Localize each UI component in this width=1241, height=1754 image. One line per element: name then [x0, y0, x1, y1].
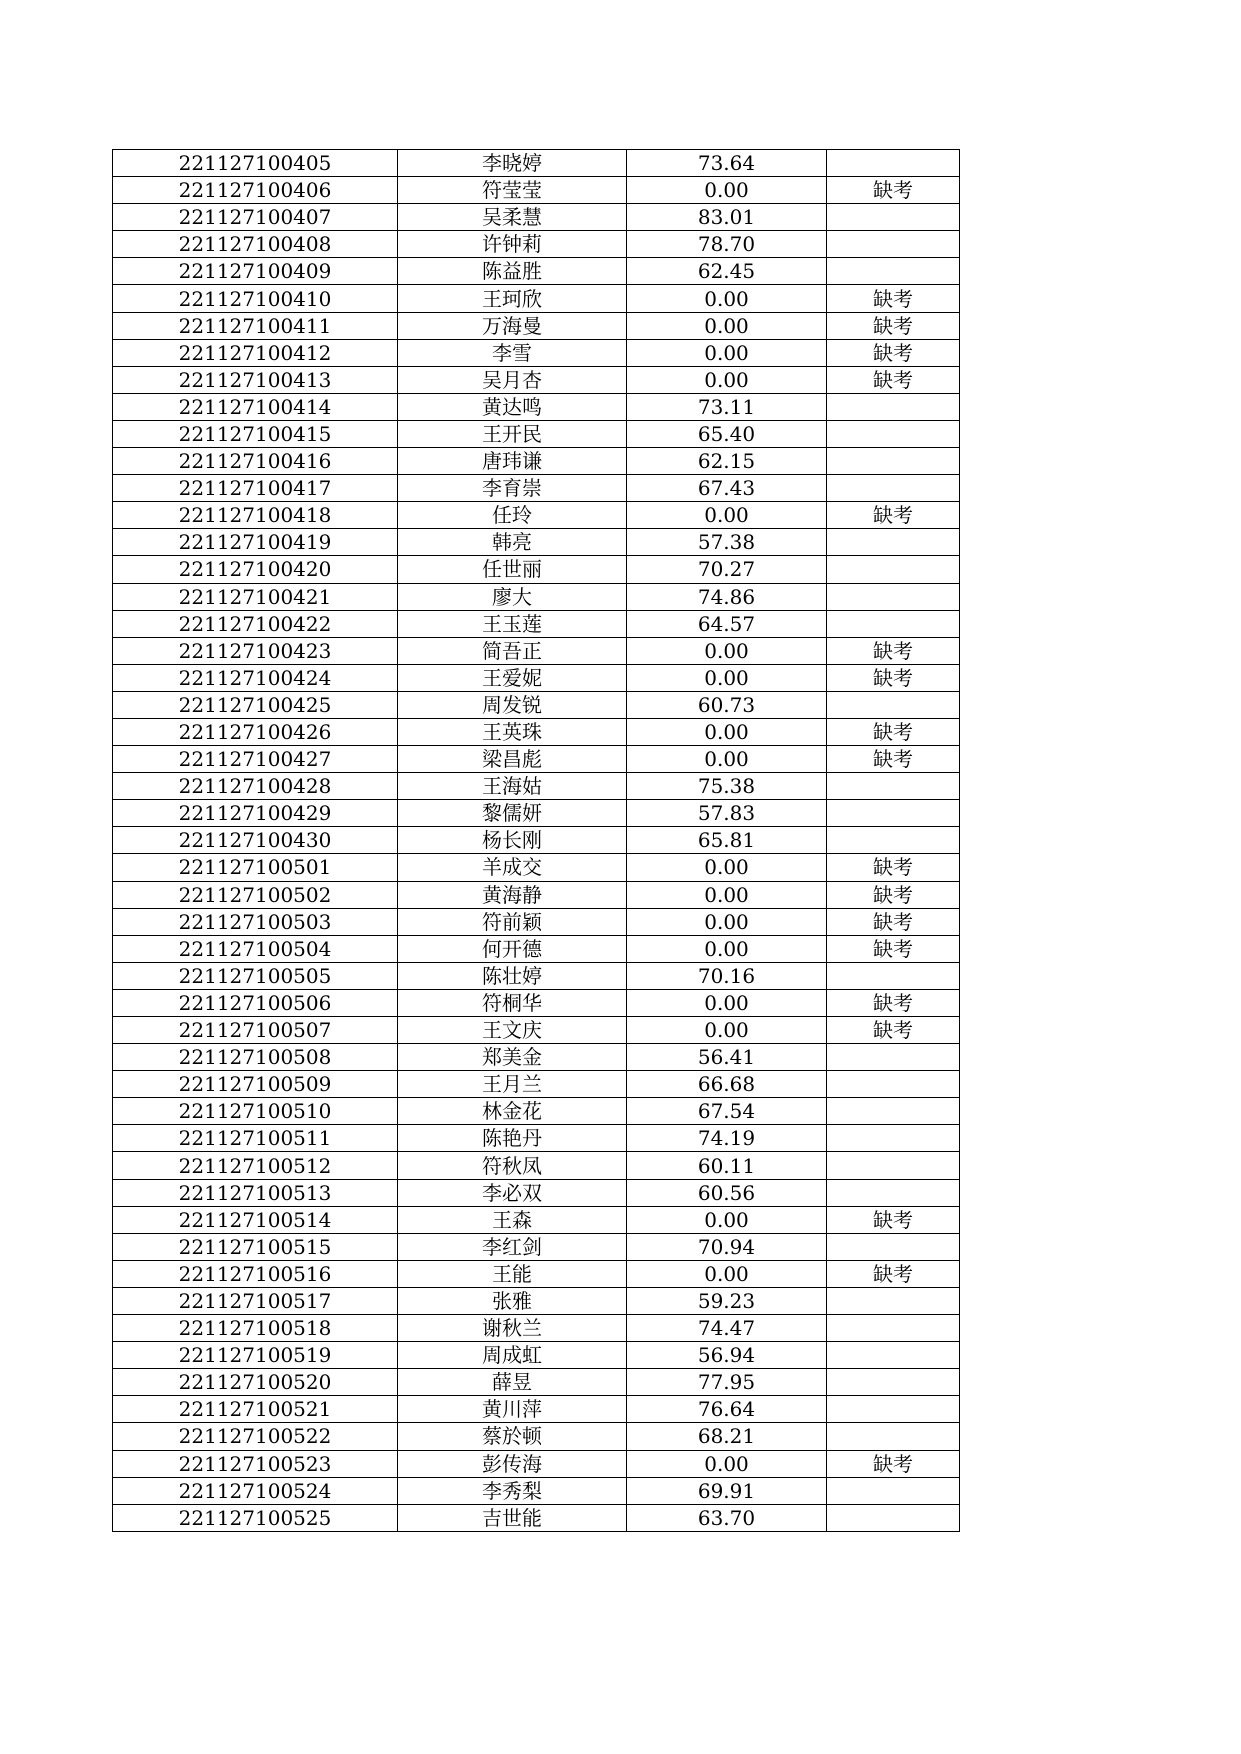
- note-cell: [827, 1423, 960, 1450]
- exam-id-cell: 221127100523: [113, 1450, 398, 1477]
- student-name-cell: 王玉莲: [398, 610, 627, 637]
- table-row: [113, 258, 960, 285]
- student-name-cell: 王珂欣: [398, 285, 627, 312]
- score-cell: 0.00: [627, 502, 827, 529]
- exam-id-cell: 221127100410: [113, 285, 398, 312]
- table-row: [113, 746, 960, 773]
- table-row: [113, 691, 960, 718]
- score-table-body: [113, 150, 960, 1532]
- note-cell: [827, 1369, 960, 1396]
- note-cell: [827, 1152, 960, 1179]
- student-name-cell: 李雪: [398, 339, 627, 366]
- score-cell: 78.70: [627, 231, 827, 258]
- table-row: [113, 393, 960, 420]
- score-cell: 0.00: [627, 718, 827, 745]
- exam-id-cell: 221127100504: [113, 935, 398, 962]
- note-cell: 缺考: [827, 177, 960, 204]
- table-row: [113, 339, 960, 366]
- student-name-cell: 王森: [398, 1206, 627, 1233]
- note-cell: 缺考: [827, 1450, 960, 1477]
- note-cell: [827, 475, 960, 502]
- score-cell: 74.19: [627, 1125, 827, 1152]
- student-name-cell: 李秀梨: [398, 1477, 627, 1504]
- exam-id-cell: 221127100519: [113, 1342, 398, 1369]
- table-row: [113, 664, 960, 691]
- table-row: [113, 1233, 960, 1260]
- score-cell: 67.43: [627, 475, 827, 502]
- note-cell: 缺考: [827, 908, 960, 935]
- note-cell: [827, 1098, 960, 1125]
- note-cell: 缺考: [827, 502, 960, 529]
- table-row: [113, 908, 960, 935]
- note-cell: 缺考: [827, 637, 960, 664]
- student-name-cell: 王爱妮: [398, 664, 627, 691]
- score-cell: 0.00: [627, 1260, 827, 1287]
- exam-id-cell: 221127100408: [113, 231, 398, 258]
- score-cell: 0.00: [627, 881, 827, 908]
- table-row: [113, 800, 960, 827]
- exam-id-cell: 221127100503: [113, 908, 398, 935]
- table-row: [113, 1315, 960, 1342]
- note-cell: [827, 610, 960, 637]
- table-row: [113, 1098, 960, 1125]
- table-row: [113, 881, 960, 908]
- score-cell: 65.40: [627, 420, 827, 447]
- student-name-cell: 羊成交: [398, 854, 627, 881]
- student-name-cell: 郑美金: [398, 1044, 627, 1071]
- student-name-cell: 万海曼: [398, 312, 627, 339]
- exam-id-cell: 221127100505: [113, 962, 398, 989]
- student-name-cell: 陈艳丹: [398, 1125, 627, 1152]
- table-row: [113, 556, 960, 583]
- table-row: [113, 1044, 960, 1071]
- score-cell: 74.86: [627, 583, 827, 610]
- exam-id-cell: 221127100512: [113, 1152, 398, 1179]
- score-table: [112, 149, 960, 1532]
- note-cell: 缺考: [827, 1017, 960, 1044]
- table-row: [113, 854, 960, 881]
- score-cell: 70.16: [627, 962, 827, 989]
- score-cell: 75.38: [627, 773, 827, 800]
- table-row: [113, 502, 960, 529]
- note-cell: 缺考: [827, 1206, 960, 1233]
- note-cell: [827, 556, 960, 583]
- exam-id-cell: 221127100501: [113, 854, 398, 881]
- student-name-cell: 王英珠: [398, 718, 627, 745]
- score-cell: 0.00: [627, 989, 827, 1016]
- exam-id-cell: 221127100423: [113, 637, 398, 664]
- score-cell: 0.00: [627, 1206, 827, 1233]
- note-cell: [827, 204, 960, 231]
- exam-id-cell: 221127100409: [113, 258, 398, 285]
- table-row: [113, 1206, 960, 1233]
- score-cell: 67.54: [627, 1098, 827, 1125]
- student-name-cell: 吴柔慧: [398, 204, 627, 231]
- score-cell: 73.64: [627, 150, 827, 177]
- table-row: [113, 773, 960, 800]
- table-row: [113, 1342, 960, 1369]
- score-cell: 73.11: [627, 393, 827, 420]
- exam-id-cell: 221127100514: [113, 1206, 398, 1233]
- student-name-cell: 任世丽: [398, 556, 627, 583]
- score-cell: 69.91: [627, 1477, 827, 1504]
- exam-id-cell: 221127100419: [113, 529, 398, 556]
- table-row: [113, 827, 960, 854]
- note-cell: 缺考: [827, 366, 960, 393]
- score-cell: 76.64: [627, 1396, 827, 1423]
- note-cell: 缺考: [827, 285, 960, 312]
- score-cell: 0.00: [627, 637, 827, 664]
- exam-id-cell: 221127100417: [113, 475, 398, 502]
- exam-id-cell: 221127100502: [113, 881, 398, 908]
- score-cell: 0.00: [627, 285, 827, 312]
- student-name-cell: 周发锐: [398, 691, 627, 718]
- table-row: [113, 1477, 960, 1504]
- table-row: [113, 285, 960, 312]
- score-cell: 64.57: [627, 610, 827, 637]
- table-row: [113, 366, 960, 393]
- score-cell: 63.70: [627, 1504, 827, 1531]
- note-cell: [827, 1287, 960, 1314]
- student-name-cell: 符秋凤: [398, 1152, 627, 1179]
- exam-id-cell: 221127100413: [113, 366, 398, 393]
- table-row: [113, 935, 960, 962]
- table-row: [113, 1287, 960, 1314]
- exam-id-cell: 221127100420: [113, 556, 398, 583]
- exam-id-cell: 221127100414: [113, 393, 398, 420]
- note-cell: [827, 1233, 960, 1260]
- exam-id-cell: 221127100516: [113, 1260, 398, 1287]
- note-cell: [827, 773, 960, 800]
- exam-id-cell: 221127100415: [113, 420, 398, 447]
- student-name-cell: 黎儒妍: [398, 800, 627, 827]
- student-name-cell: 黄海静: [398, 881, 627, 908]
- note-cell: 缺考: [827, 989, 960, 1016]
- score-cell: 70.94: [627, 1233, 827, 1260]
- note-cell: 缺考: [827, 664, 960, 691]
- exam-id-cell: 221127100507: [113, 1017, 398, 1044]
- score-cell: 57.38: [627, 529, 827, 556]
- student-name-cell: 谢秋兰: [398, 1315, 627, 1342]
- score-cell: 0.00: [627, 664, 827, 691]
- student-name-cell: 简吾正: [398, 637, 627, 664]
- table-row: [113, 962, 960, 989]
- score-cell: 83.01: [627, 204, 827, 231]
- note-cell: 缺考: [827, 312, 960, 339]
- table-row: [113, 177, 960, 204]
- table-row: [113, 1260, 960, 1287]
- exam-id-cell: 221127100427: [113, 746, 398, 773]
- table-row: [113, 583, 960, 610]
- score-cell: 0.00: [627, 1017, 827, 1044]
- score-cell: 77.95: [627, 1369, 827, 1396]
- table-row: [113, 1450, 960, 1477]
- table-row: [113, 204, 960, 231]
- exam-id-cell: 221127100426: [113, 718, 398, 745]
- student-name-cell: 王海姑: [398, 773, 627, 800]
- student-name-cell: 王月兰: [398, 1071, 627, 1098]
- table-row: [113, 475, 960, 502]
- note-cell: [827, 1315, 960, 1342]
- exam-id-cell: 221127100418: [113, 502, 398, 529]
- exam-id-cell: 221127100430: [113, 827, 398, 854]
- exam-id-cell: 221127100510: [113, 1098, 398, 1125]
- exam-id-cell: 221127100509: [113, 1071, 398, 1098]
- exam-id-cell: 221127100508: [113, 1044, 398, 1071]
- exam-id-cell: 221127100525: [113, 1504, 398, 1531]
- score-cell: 0.00: [627, 1450, 827, 1477]
- note-cell: [827, 231, 960, 258]
- note-cell: 缺考: [827, 1260, 960, 1287]
- score-cell: 68.21: [627, 1423, 827, 1450]
- exam-id-cell: 221127100518: [113, 1315, 398, 1342]
- note-cell: [827, 258, 960, 285]
- note-cell: [827, 1396, 960, 1423]
- score-cell: 56.41: [627, 1044, 827, 1071]
- exam-id-cell: 221127100520: [113, 1369, 398, 1396]
- student-name-cell: 黄达鸣: [398, 393, 627, 420]
- table-row: [113, 1396, 960, 1423]
- student-name-cell: 陈益胜: [398, 258, 627, 285]
- student-name-cell: 吴月杏: [398, 366, 627, 393]
- table-row: [113, 718, 960, 745]
- exam-id-cell: 221127100515: [113, 1233, 398, 1260]
- student-name-cell: 王文庆: [398, 1017, 627, 1044]
- student-name-cell: 李必双: [398, 1179, 627, 1206]
- note-cell: [827, 529, 960, 556]
- exam-id-cell: 221127100429: [113, 800, 398, 827]
- student-name-cell: 王开民: [398, 420, 627, 447]
- score-cell: 62.15: [627, 448, 827, 475]
- exam-id-cell: 221127100513: [113, 1179, 398, 1206]
- exam-id-cell: 221127100405: [113, 150, 398, 177]
- note-cell: 缺考: [827, 718, 960, 745]
- score-cell: 0.00: [627, 746, 827, 773]
- student-name-cell: 薛昱: [398, 1369, 627, 1396]
- student-name-cell: 许钟莉: [398, 231, 627, 258]
- score-cell: 0.00: [627, 312, 827, 339]
- student-name-cell: 李育崇: [398, 475, 627, 502]
- exam-id-cell: 221127100422: [113, 610, 398, 637]
- note-cell: 缺考: [827, 854, 960, 881]
- score-cell: 65.81: [627, 827, 827, 854]
- note-cell: [827, 1044, 960, 1071]
- student-name-cell: 陈壮婷: [398, 962, 627, 989]
- note-cell: [827, 962, 960, 989]
- table-row: [113, 231, 960, 258]
- student-name-cell: 任玲: [398, 502, 627, 529]
- note-cell: [827, 393, 960, 420]
- exam-id-cell: 221127100411: [113, 312, 398, 339]
- student-name-cell: 彭传海: [398, 1450, 627, 1477]
- student-name-cell: 蔡於顿: [398, 1423, 627, 1450]
- score-cell: 0.00: [627, 177, 827, 204]
- student-name-cell: 周成虹: [398, 1342, 627, 1369]
- note-cell: [827, 448, 960, 475]
- table-row: [113, 1125, 960, 1152]
- student-name-cell: 林金花: [398, 1098, 627, 1125]
- note-cell: [827, 420, 960, 447]
- table-row: [113, 989, 960, 1016]
- note-cell: 缺考: [827, 935, 960, 962]
- score-cell: 56.94: [627, 1342, 827, 1369]
- student-name-cell: 王能: [398, 1260, 627, 1287]
- exam-id-cell: 221127100406: [113, 177, 398, 204]
- note-cell: 缺考: [827, 881, 960, 908]
- table-row: [113, 1071, 960, 1098]
- exam-id-cell: 221127100517: [113, 1287, 398, 1314]
- score-cell: 0.00: [627, 339, 827, 366]
- exam-id-cell: 221127100416: [113, 448, 398, 475]
- table-row: [113, 1504, 960, 1531]
- student-name-cell: 吉世能: [398, 1504, 627, 1531]
- note-cell: [827, 800, 960, 827]
- score-cell: 66.68: [627, 1071, 827, 1098]
- note-cell: [827, 1504, 960, 1531]
- table-row: [113, 1179, 960, 1206]
- table-row: [113, 448, 960, 475]
- exam-id-cell: 221127100425: [113, 691, 398, 718]
- exam-id-cell: 221127100407: [113, 204, 398, 231]
- note-cell: [827, 691, 960, 718]
- exam-id-cell: 221127100506: [113, 989, 398, 1016]
- student-name-cell: 黄川萍: [398, 1396, 627, 1423]
- exam-id-cell: 221127100428: [113, 773, 398, 800]
- student-name-cell: 唐玮谦: [398, 448, 627, 475]
- student-name-cell: 符桐华: [398, 989, 627, 1016]
- exam-id-cell: 221127100522: [113, 1423, 398, 1450]
- note-cell: 缺考: [827, 339, 960, 366]
- student-name-cell: 韩亮: [398, 529, 627, 556]
- note-cell: [827, 150, 960, 177]
- exam-id-cell: 221127100412: [113, 339, 398, 366]
- note-cell: [827, 1342, 960, 1369]
- score-cell: 0.00: [627, 908, 827, 935]
- note-cell: [827, 1125, 960, 1152]
- student-name-cell: 廖大: [398, 583, 627, 610]
- score-cell: 60.56: [627, 1179, 827, 1206]
- exam-id-cell: 221127100424: [113, 664, 398, 691]
- table-row: [113, 1369, 960, 1396]
- table-row: [113, 610, 960, 637]
- table-row: [113, 1152, 960, 1179]
- score-cell: 0.00: [627, 366, 827, 393]
- table-row: [113, 312, 960, 339]
- score-cell: 60.11: [627, 1152, 827, 1179]
- score-cell: 60.73: [627, 691, 827, 718]
- table-row: [113, 1423, 960, 1450]
- student-name-cell: 符前颖: [398, 908, 627, 935]
- note-cell: [827, 827, 960, 854]
- note-cell: [827, 1477, 960, 1504]
- exam-id-cell: 221127100524: [113, 1477, 398, 1504]
- table-row: [113, 529, 960, 556]
- score-cell: 70.27: [627, 556, 827, 583]
- student-name-cell: 李晓婷: [398, 150, 627, 177]
- score-cell: 74.47: [627, 1315, 827, 1342]
- score-cell: 62.45: [627, 258, 827, 285]
- score-cell: 59.23: [627, 1287, 827, 1314]
- note-cell: [827, 583, 960, 610]
- note-cell: [827, 1179, 960, 1206]
- table-row: [113, 637, 960, 664]
- student-name-cell: 李红剑: [398, 1233, 627, 1260]
- table-row: [113, 1017, 960, 1044]
- table-row: [113, 420, 960, 447]
- note-cell: [827, 1071, 960, 1098]
- student-name-cell: 梁昌彪: [398, 746, 627, 773]
- exam-id-cell: 221127100521: [113, 1396, 398, 1423]
- score-cell: 0.00: [627, 854, 827, 881]
- exam-id-cell: 221127100511: [113, 1125, 398, 1152]
- score-cell: 0.00: [627, 935, 827, 962]
- note-cell: 缺考: [827, 746, 960, 773]
- score-cell: 57.83: [627, 800, 827, 827]
- student-name-cell: 符莹莹: [398, 177, 627, 204]
- table-row: [113, 150, 960, 177]
- student-name-cell: 何开德: [398, 935, 627, 962]
- exam-id-cell: 221127100421: [113, 583, 398, 610]
- student-name-cell: 张雅: [398, 1287, 627, 1314]
- student-name-cell: 杨长刚: [398, 827, 627, 854]
